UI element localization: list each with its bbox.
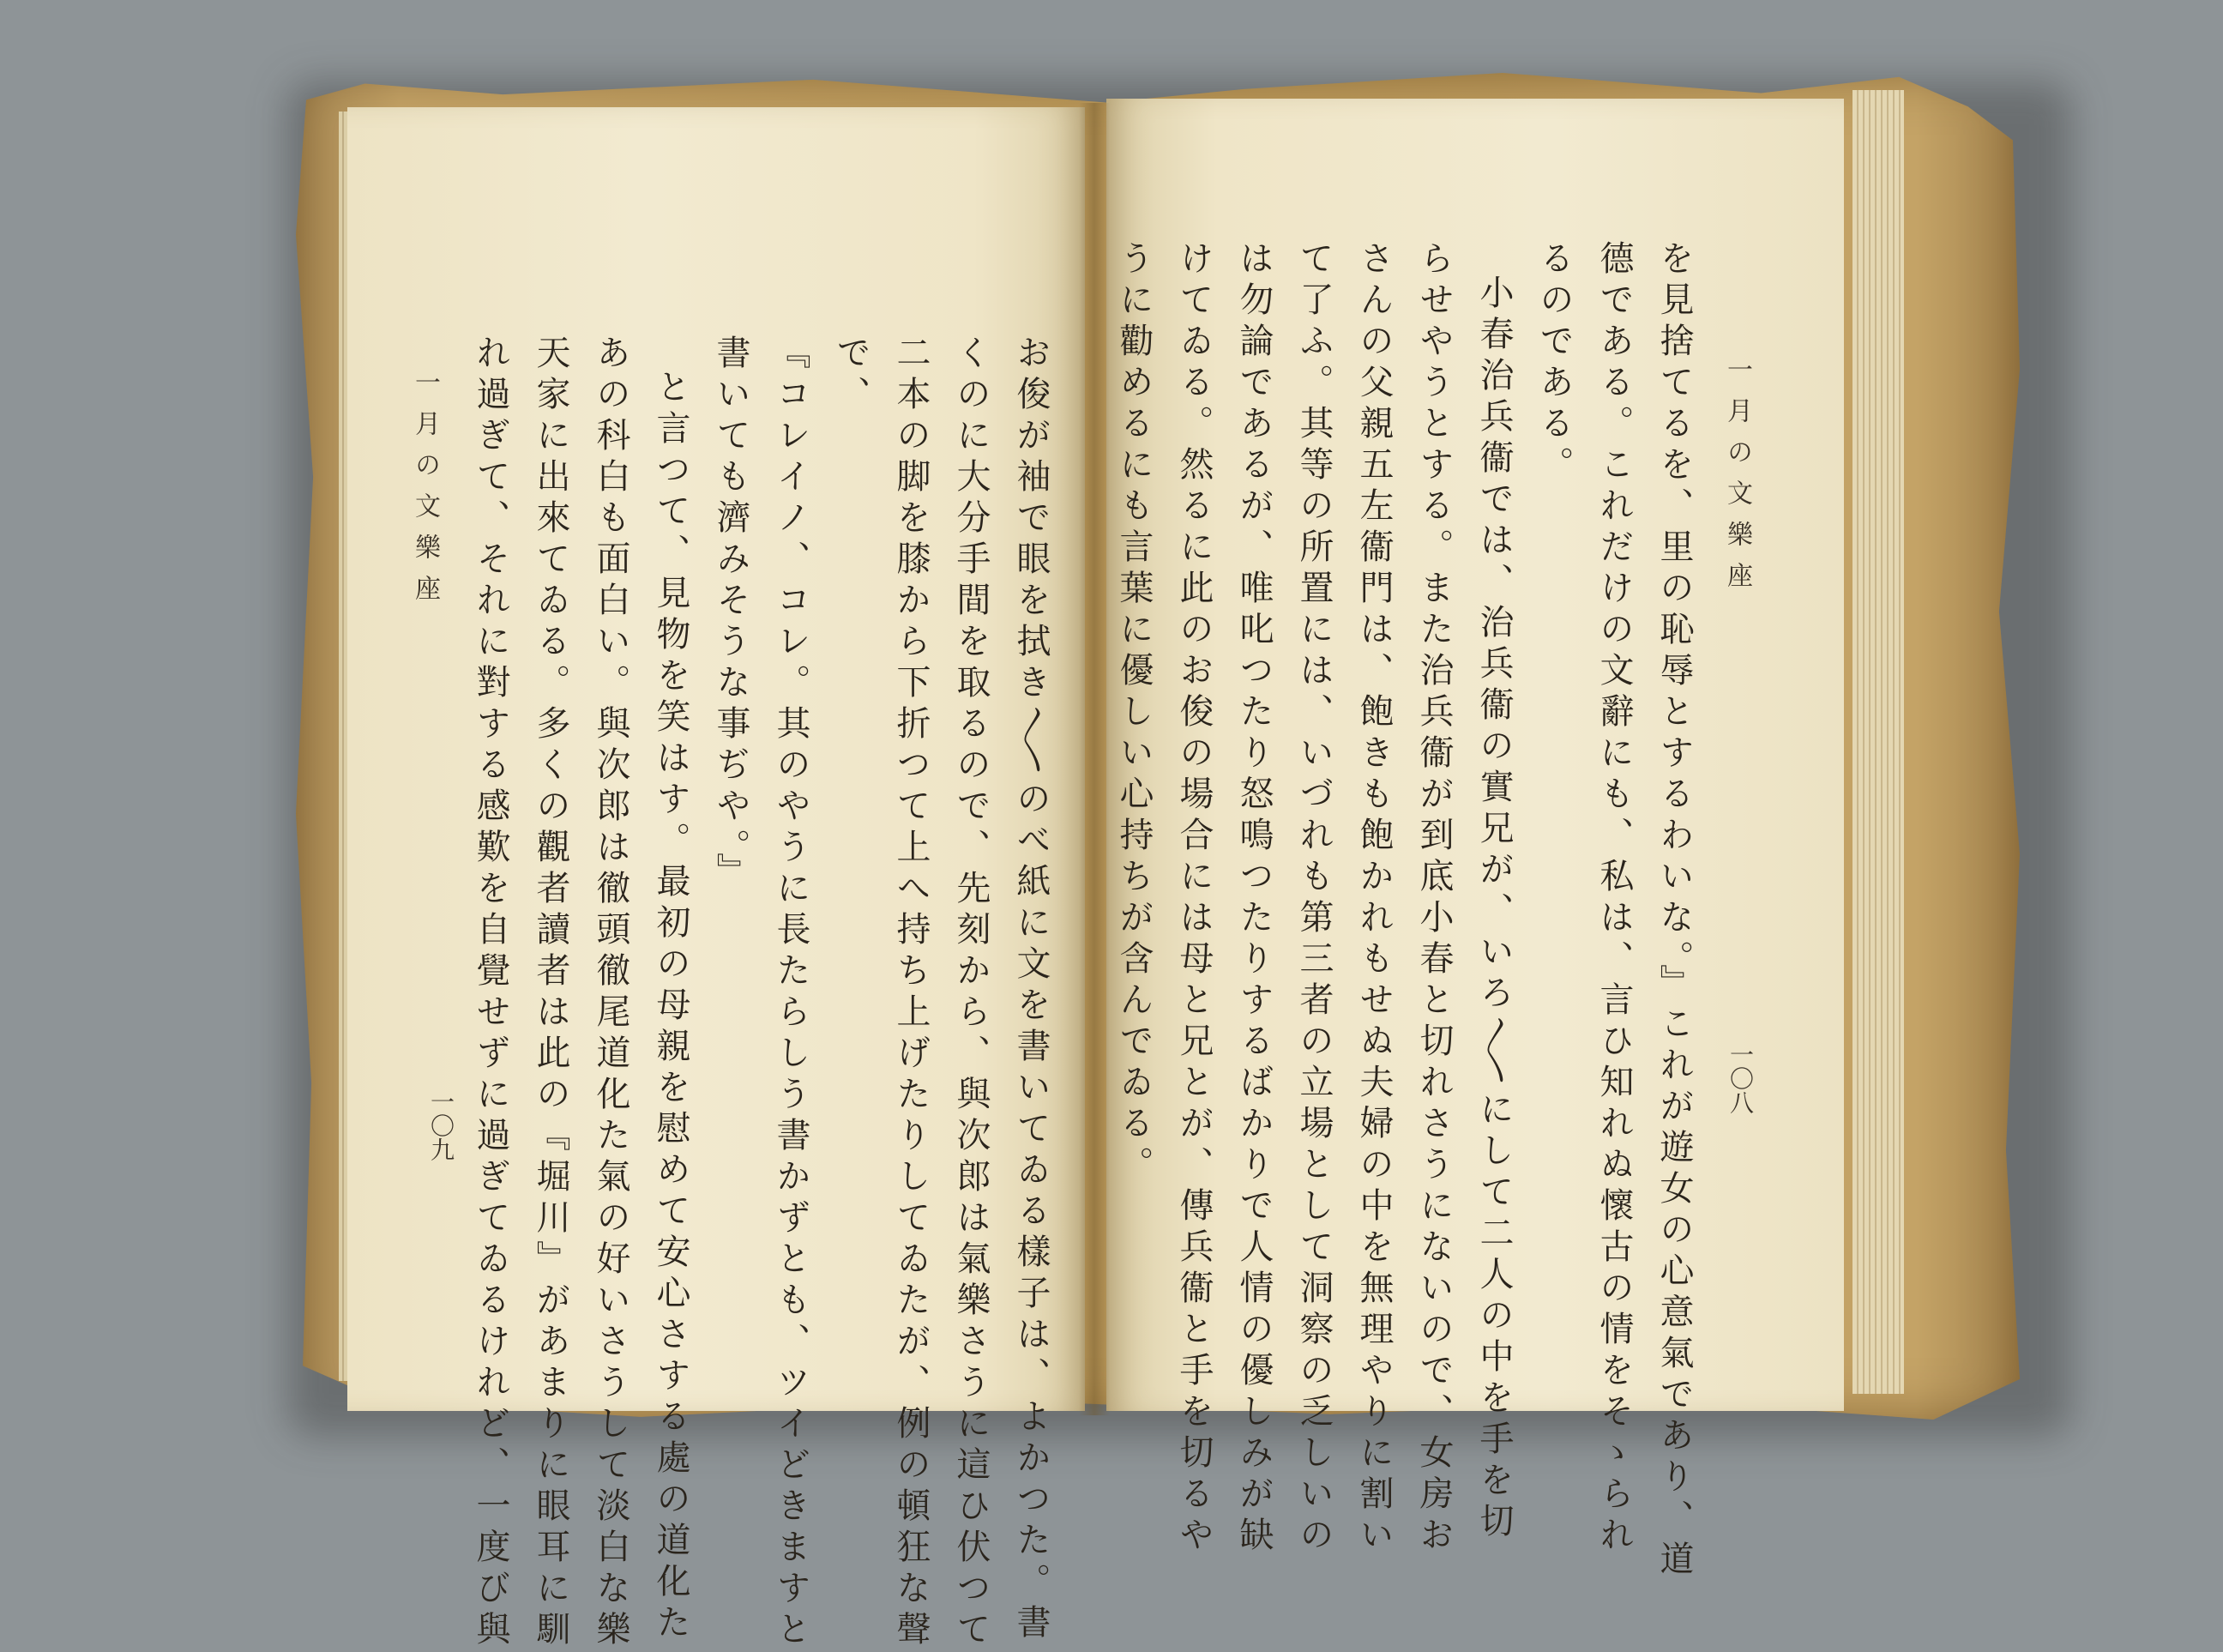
right-page-body — [1091, 240, 1694, 1582]
text-column: さんの父親五左衞門は、飽きも飽かれもせぬ夫婦の中を無理やりに割い — [1354, 240, 1394, 1558]
text-column: 小春治兵衞では、治兵衞の實兄が、いろ〳〵にして二人の中を手を切 — [1474, 274, 1514, 1544]
text-column: 德である。これだけの文辭にも、私は、言ひ知れぬ懷古の情をそゝられ — [1594, 240, 1634, 1558]
text-column: と言つて、見物を笑はす。最初の母親を慰めて安心さする處の道化た — [651, 369, 690, 1645]
text-column: お俊が袖で眼を拭き〳〵のべ紙に文を書いてゐる樣子は、よかつた。書 — [1011, 335, 1051, 1645]
text-column: 天家に出來てゐる。多くの觀者讀者は此の『堀川』があまりに眼耳に馴 — [531, 335, 570, 1652]
text-column: 二本の脚を膝から下折つて上へ持ち上げたりしてゐたが、例の頓狂な聲 — [891, 335, 931, 1652]
page-number-left: 一〇九 — [427, 1089, 455, 1161]
page-number-right: 一〇八 — [1726, 1042, 1755, 1114]
running-head-left: 一月の文樂座 — [410, 369, 440, 616]
text-column: けてゐる。然るに此のお俊の場合には母と兄とが、傳兵衞と手を切るや — [1174, 240, 1214, 1558]
text-column: れ過ぎて、それに對する感歎を自覺せずに過ぎてゐるけれど、一度び與 — [471, 335, 510, 1652]
running-head-right: 一月の文樂座 — [1722, 356, 1752, 603]
text-column: 『コレイノ、コレ。其のやうに長たらしう書かずとも、ツイどきますと — [771, 335, 810, 1652]
page-edges-right — [1852, 90, 1904, 1394]
text-column: 書いても濟みそうな事ぢや。』 — [711, 335, 750, 894]
text-column: るのである。 — [1534, 240, 1574, 487]
text-column: て了ふ。其等の所置には、いづれも第三者の立場として洞察の乏しいの — [1294, 240, 1334, 1558]
text-column: あの科白も面白い。與次郎は徹頭徹尾道化た氣の好いさうして淡白な樂 — [591, 335, 630, 1652]
left-page-body — [448, 335, 1051, 1652]
text-column: を見捨てるを、里の恥辱とするわいな。』これが遊女の心意氣であり、道 — [1654, 240, 1694, 1582]
book-gutter — [1079, 103, 1110, 1415]
text-column: くのに大分手間を取るので、先刻から、與次郎は氣樂さうに這ひ伏つて — [951, 335, 991, 1652]
text-column: うに勸めるにも言葉に優しい心持ちが含んでゐる。 — [1114, 240, 1154, 1187]
text-column: で、 — [831, 335, 871, 417]
text-column: らせやうとする。また治兵衞が到底小春と切れさうにないので、女房お — [1414, 240, 1454, 1558]
text-column: は勿論であるが、唯叱つたり怒鳴つたりするばかりで人情の優しみが缺 — [1234, 240, 1274, 1558]
